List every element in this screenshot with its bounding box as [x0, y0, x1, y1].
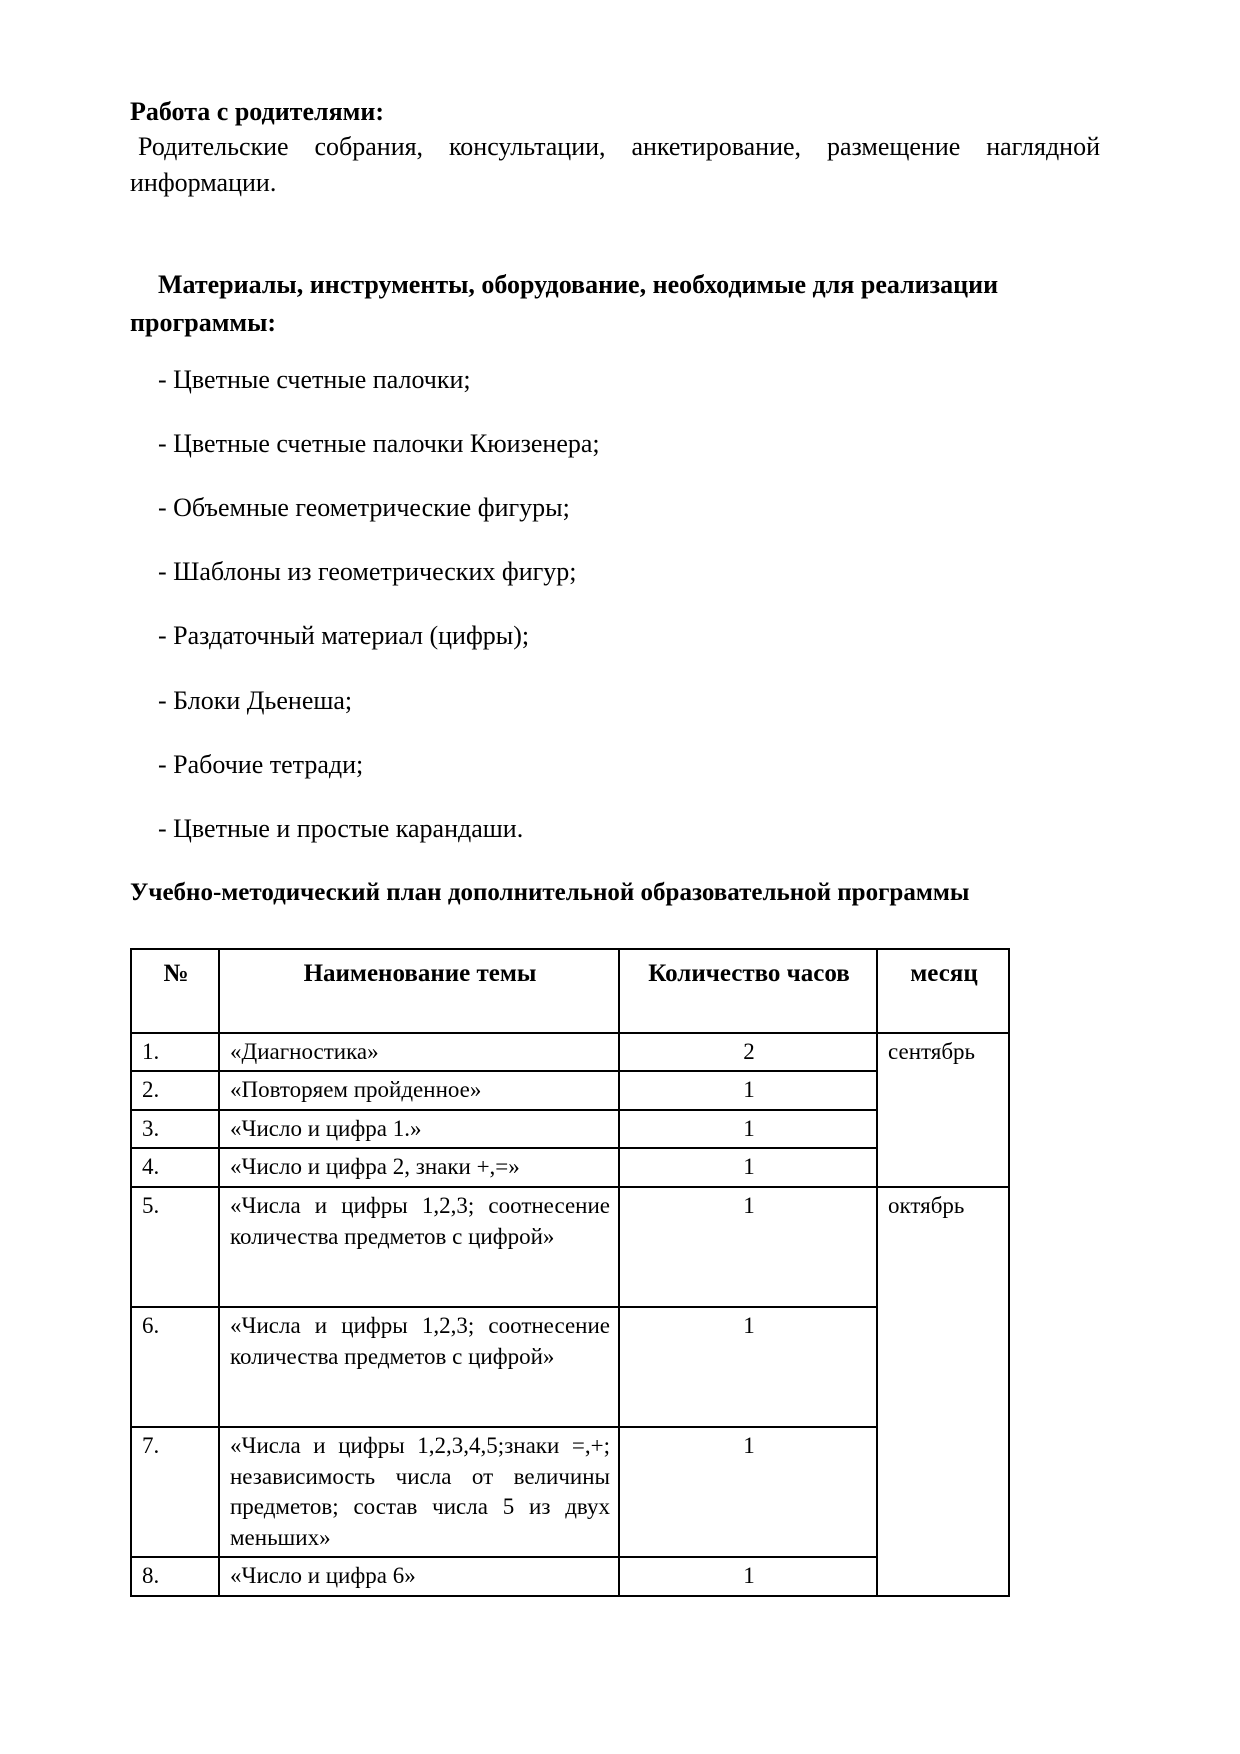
cell-month: сентябрь	[877, 1033, 1009, 1187]
cell-number: 4.	[131, 1148, 219, 1187]
cell-theme: «Числа и цифры 1,2,3; соотнесение количества предметов с цифрой»	[219, 1187, 619, 1307]
table-header-row	[131, 949, 1009, 1033]
cell-hours: 1	[619, 1148, 877, 1187]
materials-list	[130, 364, 1100, 845]
column-header-month: месяц	[877, 949, 1009, 1033]
list-item: - Шаблоны из геометрических фигур;	[158, 557, 577, 587]
plan-title: Учебно-методический план дополнительной образовательной программы	[130, 879, 970, 907]
list-item: - Объемные геометрические фигуры;	[158, 493, 570, 523]
cell-theme: «Число и цифра 6»	[219, 1557, 619, 1596]
table-row	[131, 1187, 1009, 1307]
cell-theme: «Числа и цифры 1,2,3,4,5;знаки =,+; независимость числа от величины предметов; состав числа 5 из двух меньших»	[219, 1427, 619, 1557]
cell-month: октябрь	[877, 1187, 1009, 1596]
cell-theme: «Число и цифра 2, знаки +,=»	[219, 1148, 619, 1187]
cell-hours: 1	[619, 1557, 877, 1596]
list-item: - Цветные и простые карандаши.	[158, 814, 524, 843]
cell-hours: 1	[619, 1110, 877, 1149]
column-header-theme: Наименование темы	[219, 949, 619, 1033]
spacer-before-list	[130, 342, 1100, 364]
spacer-after-parents	[130, 202, 1100, 266]
parents-section-body: Родительские собрания, консультации, анкетирование, размещение наглядной информации.	[130, 131, 1100, 198]
cell-number: 1.	[131, 1033, 219, 1072]
parents-section	[130, 96, 1100, 202]
cell-hours: 1	[619, 1427, 877, 1557]
list-item: - Цветные счетные палочки;	[158, 364, 471, 394]
materials-section-heading	[130, 266, 1100, 341]
cell-hours: 2	[619, 1033, 877, 1072]
list-item: - Цветные счетные палочки Кюизенера;	[158, 428, 600, 458]
cell-theme: «Диагностика»	[219, 1033, 619, 1072]
list-item: - Блоки Дьенеша;	[158, 685, 353, 715]
cell-number: 3.	[131, 1110, 219, 1149]
cell-theme: «Число и цифра 1.»	[219, 1110, 619, 1149]
cell-hours: 1	[619, 1071, 877, 1110]
cell-theme: «Числа и цифры 1,2,3; соотнесение количества предметов с цифрой»	[219, 1307, 619, 1427]
cell-number: 2.	[131, 1071, 219, 1110]
column-header-hours: Количество часов	[619, 949, 877, 1033]
cell-theme: «Повторяем пройденное»	[219, 1071, 619, 1110]
list-item: - Рабочие тетради;	[158, 749, 364, 779]
cell-number: 8.	[131, 1557, 219, 1596]
plan-table	[130, 948, 1010, 1597]
materials-heading-line-1: Материалы, инструменты, оборудование, необходимые для реализации	[158, 270, 999, 300]
materials-section	[130, 266, 1100, 844]
spacer-before-table	[130, 910, 1100, 948]
parents-section-heading: Работа с родителями:	[130, 97, 384, 126]
cell-hours: 1	[619, 1307, 877, 1427]
materials-heading-line-2: программы:	[130, 308, 277, 337]
list-item: - Раздаточный материал (цифры);	[158, 621, 530, 651]
cell-number: 7.	[131, 1427, 219, 1557]
cell-number: 6.	[131, 1307, 219, 1427]
cell-hours: 1	[619, 1187, 877, 1307]
column-header-number: №	[131, 949, 219, 1033]
table-row	[131, 1033, 1009, 1072]
cell-number: 5.	[131, 1187, 219, 1307]
